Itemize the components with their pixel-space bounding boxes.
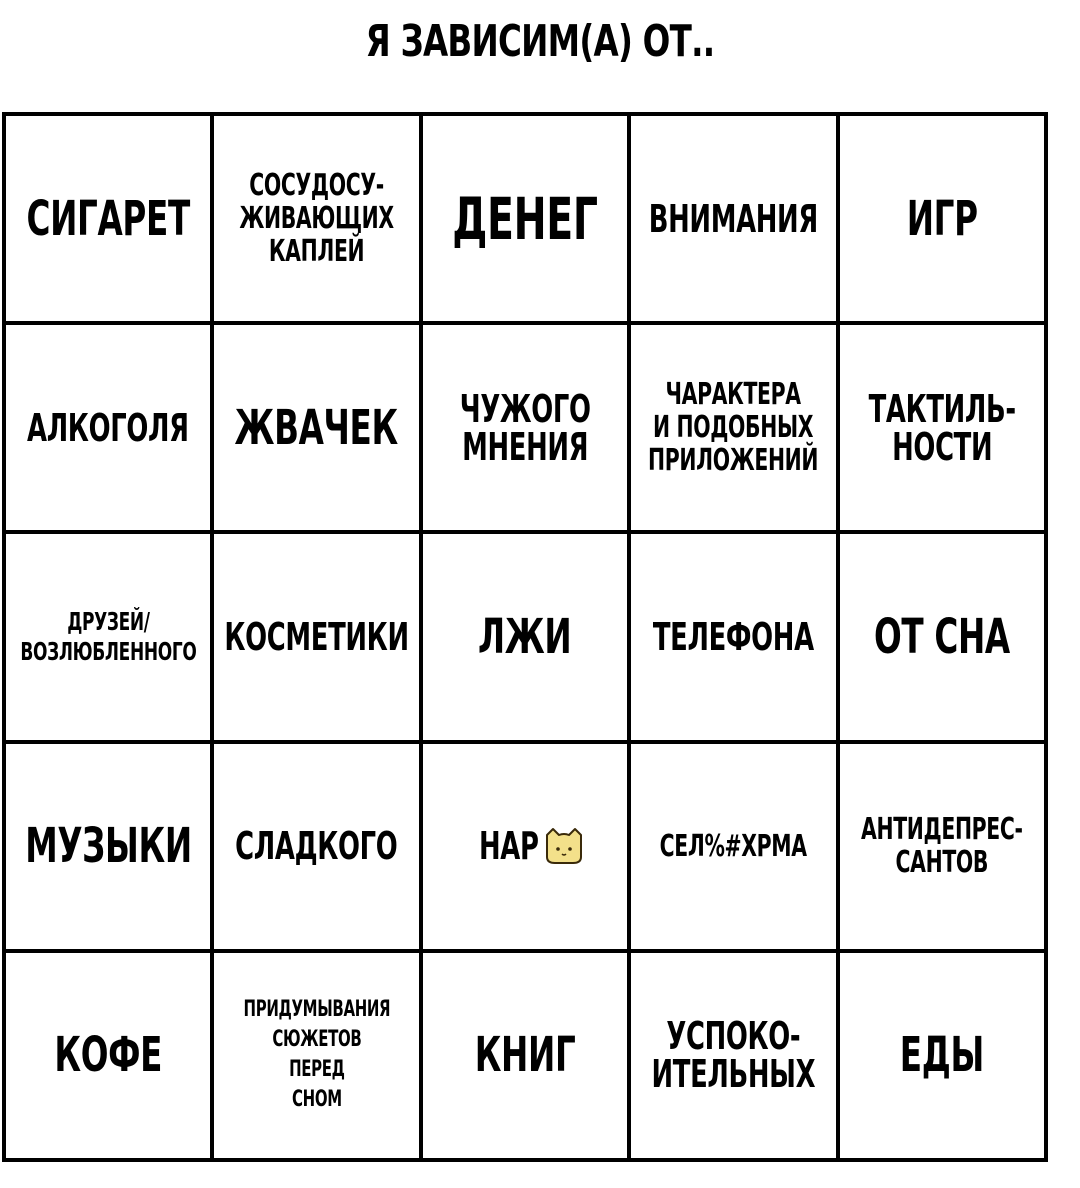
cat-face-icon <box>543 827 585 865</box>
bingo-cell[interactable] <box>631 744 835 949</box>
cell-label: СЛАДКОГО <box>235 824 398 869</box>
bingo-cell[interactable] <box>631 325 835 530</box>
cell-label: УСПОКО- ИТЕЛЬНЫХ <box>651 1014 816 1097</box>
cell-label: ЧАРАКТЕРА И ПОДОБНЫХ ПРИЛОЖЕНИЙ <box>648 377 819 479</box>
bingo-cell[interactable] <box>631 534 835 739</box>
cell-label: ТЕЛЕФОНА <box>652 614 814 659</box>
cell-label: СЕЛ%#ХРМА <box>659 828 807 864</box>
bingo-cell[interactable] <box>423 534 627 739</box>
bingo-cell[interactable] <box>214 953 418 1158</box>
bingo-cell[interactable] <box>6 534 210 739</box>
cell-label: СОСУДОСУ- ЖИВАЮЩИХ КАПЛЕЙ <box>239 168 394 270</box>
nar-group <box>465 824 585 869</box>
cell-label: ВНИМАНИЯ <box>648 196 818 241</box>
bingo-cell[interactable] <box>6 744 210 949</box>
bingo-cell[interactable] <box>840 744 1044 949</box>
bingo-cell[interactable] <box>6 325 210 530</box>
bingo-cell[interactable] <box>214 325 418 530</box>
bingo-cell[interactable] <box>214 534 418 739</box>
page-title: Я ЗАВИСИМ(А) ОТ.. <box>365 16 715 67</box>
cell-label: МУЗЫКИ <box>24 818 192 875</box>
cell-label: ЧУЖОГО МНЕНИЯ <box>459 386 591 469</box>
cell-label: ИГР <box>906 190 978 247</box>
cell-label: ДЕНЕГ <box>452 184 598 253</box>
bingo-cell[interactable] <box>6 953 210 1158</box>
bingo-grid <box>2 112 1048 1162</box>
cell-label: ПРИДУМЫВАНИЯ СЮЖЕТОВ ПЕРЕД СНОМ <box>243 997 390 1113</box>
bingo-cell[interactable] <box>840 534 1044 739</box>
bingo-cell[interactable] <box>840 116 1044 321</box>
bingo-cell[interactable] <box>6 116 210 321</box>
cell-label: ТАКТИЛЬ- НОСТИ <box>868 386 1016 469</box>
bingo-cell[interactable] <box>631 116 835 321</box>
bingo-cell[interactable] <box>423 744 627 949</box>
cell-label: КОФЕ <box>54 1027 163 1084</box>
bingo-cell[interactable] <box>423 325 627 530</box>
bingo-cell[interactable] <box>423 953 627 1158</box>
cell-label: ЛЖИ <box>478 608 572 665</box>
bingo-cell[interactable] <box>214 744 418 949</box>
cell-label: КНИГ <box>474 1027 576 1084</box>
cell-label: АНТИДЕПРЕС- САНТОВ <box>860 812 1023 881</box>
cell-label: ЕДЫ <box>899 1027 984 1084</box>
cell-label: ДРУЗЕЙ/ ВОЗЛЮБЛЕННОГО <box>20 606 197 666</box>
bingo-cell[interactable] <box>631 953 835 1158</box>
bingo-cell[interactable] <box>840 325 1044 530</box>
bingo-cell[interactable] <box>214 116 418 321</box>
cell-label: СИГАРЕТ <box>26 190 190 247</box>
cell-label: НАР <box>479 824 539 869</box>
cell-label: ЖВАЧЕК <box>234 399 399 456</box>
cell-label: ОТ СНА <box>873 608 1010 665</box>
cell-label: КОСМЕТИКИ <box>224 614 409 659</box>
bingo-cell[interactable] <box>840 953 1044 1158</box>
bingo-cell[interactable] <box>423 116 627 321</box>
cell-label: АЛКОГОЛЯ <box>27 405 190 450</box>
